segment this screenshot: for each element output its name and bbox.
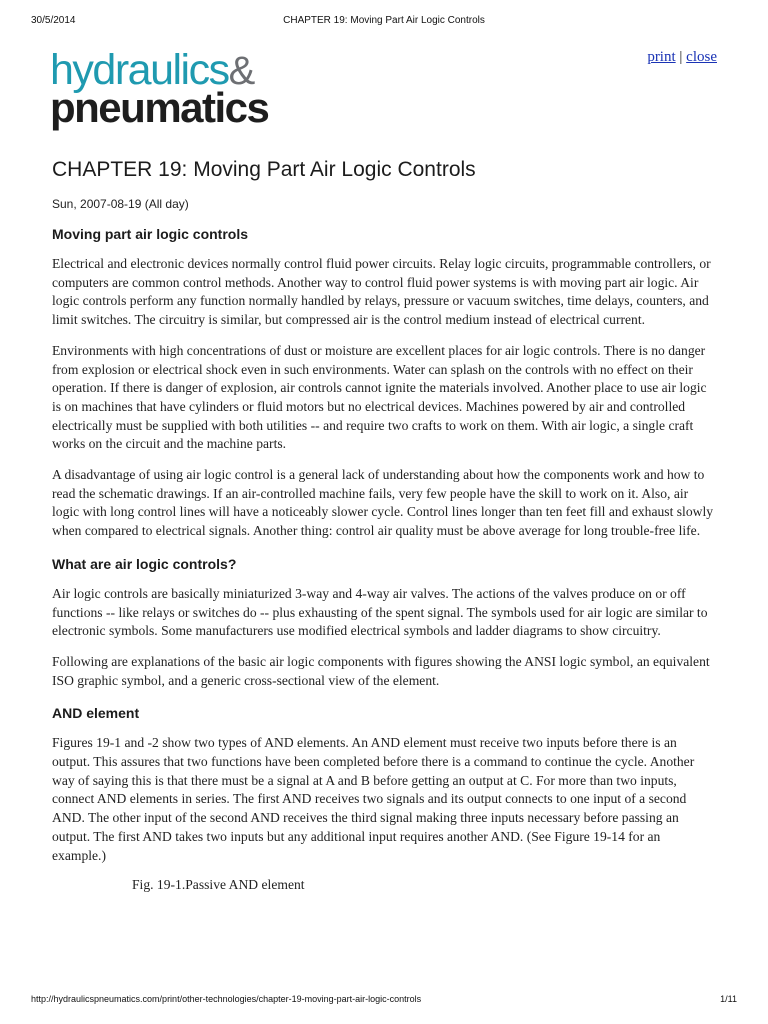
print-actions (647, 49, 717, 66)
heading-moving-part: Moving part air logic controls (52, 226, 249, 242)
figure-caption: Fig. 19-1.Passive AND element (132, 877, 305, 893)
article-title: CHAPTER 19: Moving Part Air Logic Controls (52, 158, 476, 181)
logo-word-pneumatics: pneumatics (50, 84, 269, 131)
heading-and-element: AND element (52, 705, 140, 722)
site-logo[interactable] (50, 48, 310, 138)
paragraph-4: Air logic controls are basically miniaturized 3-way and 4-way air valves. The actions of the valves produce on or off functions -- like relays or switches do -- plus exhausting of the spent signal. The symbols used for air logic are similar to electronic symbols. Some manufacturers use modified electrical symbols and ladder diagrams to show circuitry. (52, 585, 708, 639)
print-header (31, 15, 737, 29)
print-date: 30/5/2014 (31, 15, 76, 26)
paragraph-1: Electrical and electronic devices normally control fluid power circuits. Relay logic circuits, programmable controllers, or computers are common control methods. Another way to control fluid power systems is with moving part air logic. Air logic controls perform any function normally handled by relays, pressure or vacuum switches, time delays, counters, and limit switches. The circuitry is similar, but compressed air is the control medium instead of electrical current. (52, 256, 711, 328)
article-date: Sun, 2007-08-19 (All day) (52, 197, 189, 211)
paragraph-3: A disadvantage of using air logic control is a general lack of understanding about how the components work and how to read the schematic drawings. If an air-controlled machine fails, very few people have the skill to work on it. Also, air logic with long control lines will have a noticeably slower cycle. Control lines longer than ten feet fill and exhaust slowly when compared to electrical signals. Another thing: control air quality must be above average for long trouble-free life. (52, 467, 714, 539)
page-number: 1/11 (720, 994, 737, 1004)
article (52, 154, 717, 893)
logo-ampersand: & (228, 49, 256, 93)
logo-word-hydraulics: hydraulics (50, 46, 229, 94)
print-footer (31, 994, 737, 1008)
close-link[interactable]: close (686, 49, 717, 65)
print-link[interactable]: print (647, 49, 676, 65)
paragraph-5: Following are explanations of the basic air logic components with figures showing the ANSI logic symbol, an equivalent ISO graphic symbol, and a generic cross-sectional view of the element. (52, 653, 710, 688)
actions-separator: | (675, 49, 687, 65)
heading-what-are: What are air logic controls? (52, 555, 237, 572)
print-page-title: CHAPTER 19: Moving Part Air Logic Controls (283, 15, 485, 26)
paragraph-2: Environments with high concentrations of dust or moisture are excellent places for air logic controls. There is no danger from explosion or electrical shock even in such environments. Water can splash on the controls with no effect on their operation. If there is danger of explosion, air controls cannot ignite the materials involved. Another place to use air logic is on machines that have cylinders or fluid motors but no electrical devices. Machines powered by air and controlled electrically must be supplied with both utilities -- and require two crafts to work on them. With air logic, a single craft works on the circuit and the machine parts. (52, 342, 707, 452)
print-url: http://hydraulicspneumatics.com/print/other-technologies/chapter-19-moving-part-air-logic-controls (31, 994, 422, 1004)
paragraph-6: Figures 19-1 and -2 show two types of AND elements. An AND element must receive two inputs before there is an output. This assures that two functions have been completed before there is a command to continue the cycle. Another way of saying this is that there must be a signal at A and B before getting an output at C. For more than two inputs, connect AND elements in series. The first AND receives two signals and its output connects to one input of a second AND. The other input of the second AND receives the third signal making three inputs necessary before passing an output. The first AND takes two inputs but any additional input requires another AND. (See Figure 19-14 for an example.) (52, 735, 695, 863)
